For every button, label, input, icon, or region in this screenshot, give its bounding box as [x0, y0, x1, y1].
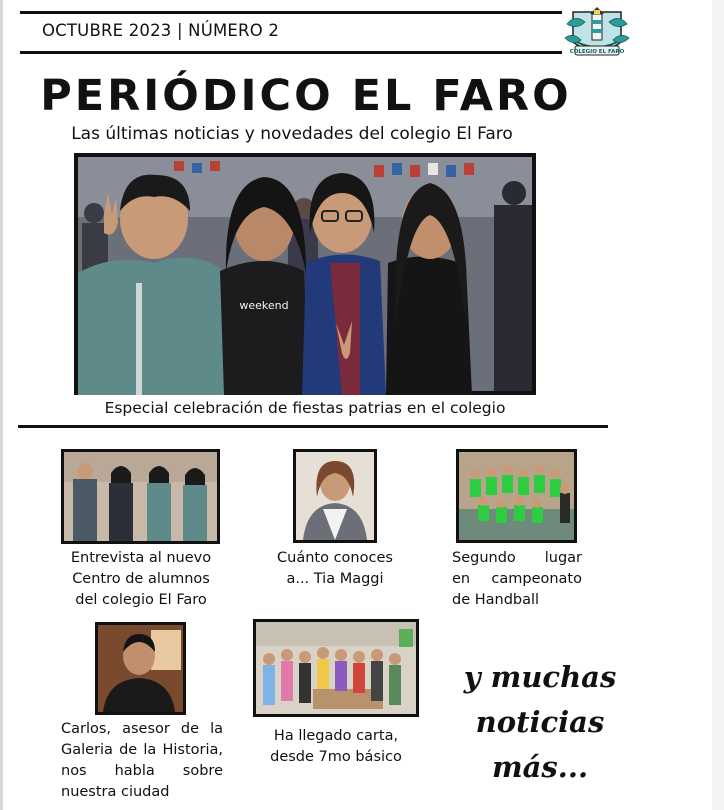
issue-line: OCTUBRE 2023 | NÚMERO 2 — [42, 21, 280, 40]
header-bottom-rule — [20, 51, 562, 54]
logo-text: COLEGIO EL FARO — [569, 49, 625, 55]
newspaper-subtitle: Las últimas noticias y novedades del colegio El Faro — [71, 124, 513, 144]
article-photo-student-council — [61, 449, 220, 544]
hero-caption: Especial celebración de fiestas patrias en el colegio — [104, 399, 506, 417]
article-caption-student-council: Entrevista al nuevo Centro de alumnos del colegio El Faro — [70, 550, 212, 608]
hero-photo — [74, 153, 536, 395]
page-right-margin — [712, 0, 724, 810]
article-photo-7mo-basico — [253, 619, 419, 717]
article-caption-7mo-basico: Ha llegado carta, desde 7mo básico — [270, 728, 402, 765]
school-logo — [563, 2, 631, 64]
more-news-callout: y muchas noticias más... — [463, 660, 617, 784]
hero-shirt-text: weekend — [239, 299, 289, 312]
newspaper-title: PERIÓDICO EL FARO — [40, 71, 572, 121]
article-photo-tia-maggi — [293, 449, 377, 543]
article-caption-tia-maggi: Cuánto conoces a... Tia Maggi — [277, 550, 393, 587]
header-top-rule — [20, 11, 562, 14]
article-photo-carlos — [95, 622, 186, 715]
article-caption-handball: Segundo lugar en campeonato de Handball — [452, 550, 582, 608]
article-caption-carlos: Carlos, asesor de la Galeria de la Historia, nos habla sobre nuestra ciudad — [61, 721, 223, 800]
section-divider — [18, 425, 608, 428]
article-photo-handball — [456, 449, 577, 543]
